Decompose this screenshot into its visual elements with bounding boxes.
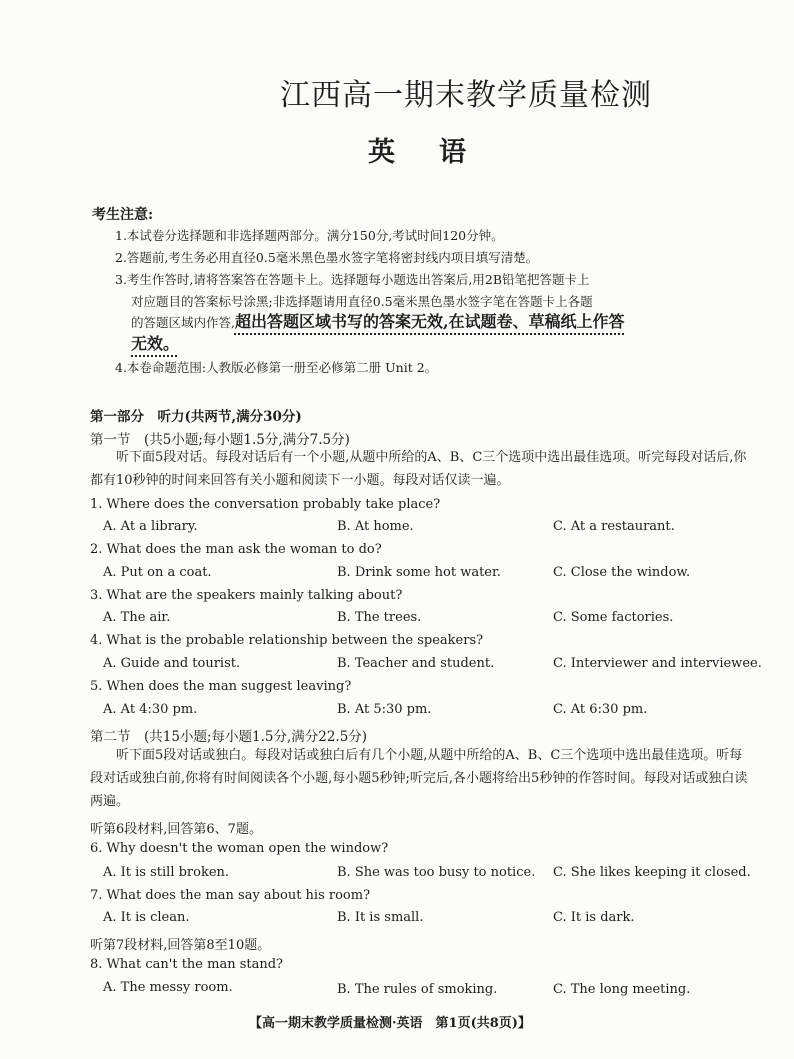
question-8-option-b: B. The rules of smoking. <box>337 982 498 997</box>
question-1-option-c: C. At a restaurant. <box>553 519 675 534</box>
question-1-option-b: B. At home. <box>337 519 414 534</box>
question-8: 8. What can't the man stand? <box>90 957 284 972</box>
question-8-option-c: C. The long meeting. <box>553 982 691 997</box>
question-2-option-c: C. Close the window. <box>553 565 691 580</box>
question-3-option-a: A. The air. <box>103 610 171 625</box>
question-1-option-a: A. At a library. <box>103 519 198 534</box>
question-7-option-c: C. It is dark. <box>553 910 635 925</box>
question-7: 7. What does the man say about his room? <box>90 888 371 903</box>
question-6-option-b: B. She was too busy to notice. <box>337 865 536 880</box>
section2-heading: 第二节 (共15小题;每小题1.5分,满分22.5分) <box>90 729 368 745</box>
material-7-heading: 听第7段材料,回答第8至10题。 <box>90 938 271 953</box>
notice-item-3-line-2: 对应题目的答案标号涂黑;非选择题请用直径0.5毫米黑色墨水签字笔在答题卡上各题 <box>131 294 593 309</box>
section1-instructions <box>90 446 755 492</box>
question-5: 5. When does the man suggest leaving? <box>90 679 352 694</box>
question-4-option-c: C. Interviewer and interviewee. <box>553 656 762 671</box>
notice-item-3: 3.考生作答时,请将答案答在答题卡上。选择题每小题选出答案后,用2B铅笔把答题卡上 <box>115 272 590 287</box>
question-5-option-a: A. At 4:30 pm. <box>103 702 198 717</box>
question-4-option-a: A. Guide and tourist. <box>103 656 241 671</box>
notice-item-2: 2.答题前,考生务必用直径0.5毫米黑色墨水签字笔将密封线内项目填写清楚。 <box>115 250 539 265</box>
material-6-heading: 听第6段材料,回答第6、7题。 <box>90 822 262 837</box>
part1-heading: 第一部分 听力(共两节,满分30分) <box>90 409 302 425</box>
question-3-option-c: C. Some factories. <box>553 610 674 625</box>
notice-item-3-line-3 <box>131 312 625 333</box>
question-5-option-c: C. At 6:30 pm. <box>553 702 648 717</box>
notice-item-1: 1.本试卷分选择题和非选择题两部分。满分150分,考试时间120分钟。 <box>115 228 504 243</box>
section1-instructions-text: 听下面5段对话。每段对话后有一个小题,从题中所给的A、B、C三个选项中选出最佳选项。听完每段对话后,你都有10秒钟的时间来回答有关小题和阅读下一小题。每段对话仅读一遍。 <box>90 450 747 488</box>
question-7-option-a: A. It is clean. <box>103 910 190 925</box>
notice-item-3-normal-text: 的答题区域内作答, <box>131 315 235 330</box>
subject-title: 英语 <box>368 137 510 168</box>
question-3-option-b: B. The trees. <box>337 610 422 625</box>
section2-instructions <box>90 744 755 813</box>
question-7-option-b: B. It is small. <box>337 910 424 925</box>
notice-warning-end: 无效。 <box>131 334 180 353</box>
question-6-option-a: A. It is still broken. <box>103 865 230 880</box>
notice-warning-text: 超出答题区域书写的答案无效,在试题卷、草稿纸上作答 <box>234 312 625 331</box>
question-6: 6. Why doesn't the woman open the window? <box>90 841 389 856</box>
question-4-option-b: B. Teacher and student. <box>337 656 495 671</box>
question-2: 2. What does the man ask the woman to do? <box>90 542 382 557</box>
notice-heading: 考生注意: <box>92 207 154 223</box>
notice-item-4: 4.本卷命题范围:人教版必修第一册至必修第二册 Unit 2。 <box>115 360 438 375</box>
exam-title: 江西高一期末教学质量检测 <box>280 78 652 113</box>
notice-item-3-line-4 <box>131 334 179 355</box>
question-4: 4. What is the probable relationship between the speakers? <box>90 633 484 648</box>
question-2-option-b: B. Drink some hot water. <box>337 565 501 580</box>
question-1: 1. Where does the conversation probably take place? <box>90 497 441 512</box>
question-3: 3. What are the speakers mainly talking about? <box>90 588 403 603</box>
section1-heading: 第一节 (共5小题;每小题1.5分,满分7.5分) <box>90 432 350 448</box>
question-2-option-a: A. Put on a coat. <box>103 565 212 580</box>
question-5-option-b: B. At 5:30 pm. <box>337 702 432 717</box>
question-8-option-a: A. The messy room. <box>103 980 233 995</box>
section2-instructions-text: 听下面5段对话或独白。每段对话或独白后有几个小题,从题中所给的A、B、C三个选项中选出最佳选项。听每段对话或独白前,你将有时间阅读各个小题,每小题5秒钟;听完后,各小题将给出5秒钟的作答时间。每段对话或独白读两遍。 <box>90 748 748 809</box>
question-6-option-c: C. She likes keeping it closed. <box>553 865 751 880</box>
page-footer: 【高一期末教学质量检测·英语 第1页(共8页)】 <box>249 1016 531 1031</box>
